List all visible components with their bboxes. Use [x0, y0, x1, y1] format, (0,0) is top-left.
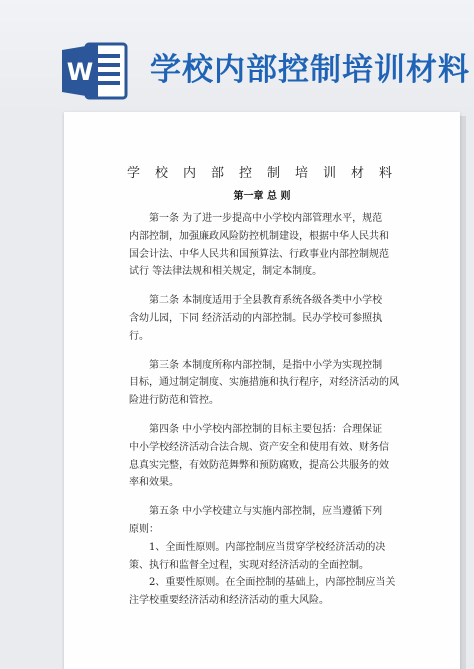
body-line: 试行 等法律法规和相关规定，制定本制度。 [129, 266, 323, 278]
body-line: 第二条 本制度适用于全县教育系统各级各类中小学校 [149, 295, 383, 307]
body-line: 行。 [129, 330, 149, 342]
document-body [129, 210, 399, 610]
body-line: 目标，通过制定制度、实施措施和执行程序，对经济活动的风 [129, 377, 399, 389]
page-heading: 学校内部控制培训材料 [126, 166, 407, 181]
body-line: 险进行防范和管控。 [129, 395, 219, 407]
word-document-icon [60, 40, 130, 102]
word-logo-letter: W [66, 58, 94, 86]
body-line: 含幼儿园，下同 经济活动的内部控制。民办学校可参照执 [129, 312, 383, 324]
body-line: 第五条 中小学校建立与实施内部控制，应当遵循下列 [149, 506, 383, 518]
body-line: 1、全面性原则。内部控制应当贯穿学校经济活动的决 [149, 541, 386, 553]
body-line: 注学校重要经济活动和经济活动的重大风险。 [129, 595, 329, 607]
paragraph-gap [129, 346, 389, 357]
chapter-title: 第一章 总 则 [233, 191, 291, 202]
body-line: 息真实完整，有效防范舞弊和预防腐败，提高公共服务的效 [129, 459, 389, 471]
page-header [0, 0, 474, 112]
body-line: 中小学校经济活动合法合规、资产安全和使用有效、财务信 [129, 441, 389, 453]
document-title: 学校内部控制培训材料 [150, 52, 470, 88]
body-line: 第一条 为了进一步提高中小学校内部管理水平，规范 [149, 213, 383, 224]
body-line: 策、执行和监督全过程，实现对经济活动的全面控制。 [129, 559, 369, 571]
document-page [64, 112, 460, 669]
body-line: 率和效果。 [129, 477, 179, 489]
paragraph-gap [129, 281, 389, 292]
paragraph-gap [129, 492, 389, 503]
body-line: 第三条 本制度所称内部控制，是指中小学为实现控制 [149, 359, 383, 371]
body-line: 原则： [129, 523, 159, 535]
body-line: 内部控制，加强廉政风险防控机制建设，根据中华人民共和 [129, 230, 389, 242]
body-line: 国会计法、中华人民共和国预算法、行政事业内部控制规范 [129, 248, 389, 260]
paragraph-gap [129, 410, 389, 421]
body-line: 2、重要性原则。在全面控制的基础上，内部控制应当关 [149, 577, 396, 589]
body-line: 第四条 中小学校内部控制的目标主要包括：合理保证 [149, 423, 383, 435]
